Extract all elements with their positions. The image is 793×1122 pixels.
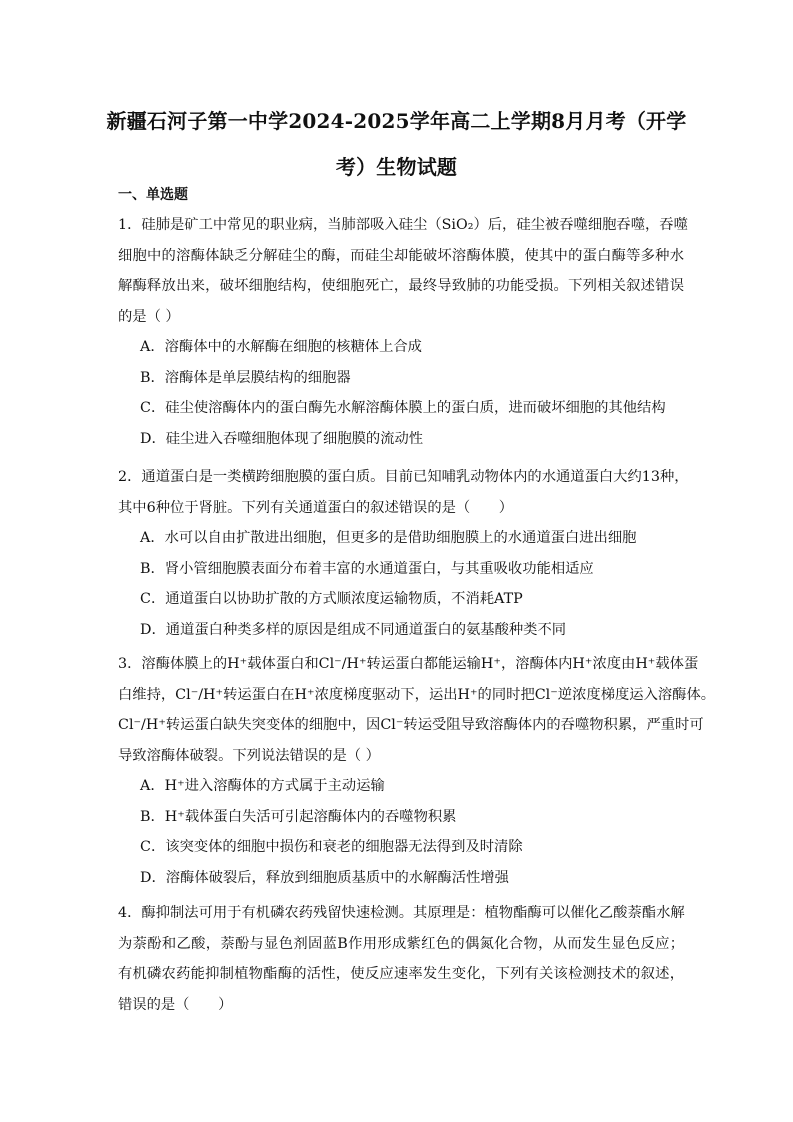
exam-title xyxy=(100,98,693,190)
question-4-line-2: 为萘酚和乙酸，萘酚与显色剂固蓝B作用形成紫红色的偶氮化合物，从而发生显色反应； xyxy=(118,935,684,952)
question-3-option-b: B．H⁺载体蛋白失活可引起溶酶体内的吞噬物积累 xyxy=(140,808,457,825)
question-2 xyxy=(118,462,689,645)
question-2-option-b: B．肾小管细胞膜表面分布着丰富的水通道蛋白，与其重吸收功能相适应 xyxy=(140,560,594,577)
question-3-line-2: 白维持，Cl⁻/H⁺转运蛋白在H⁺浓度梯度驱动下，运出H⁺的同时把Cl⁻逆浓度梯度运入溶酶体。 xyxy=(118,686,716,703)
question-1-option-b: B．溶酶体是单层膜结构的细胞器 xyxy=(140,369,351,386)
question-1-line-1: 1．硅肺是矿工中常见的职业病，当肺部吸入硅尘（SiO₂）后，硅尘被吞噬细胞吞噬，吞噬 xyxy=(118,217,688,233)
question-3 xyxy=(118,649,716,893)
question-3-line-1: 3．溶酶体膜上的H⁺载体蛋白和Cl⁻/H⁺转运蛋白都能运输H⁺，溶酶体内H⁺浓度由H⁺载体蛋 xyxy=(118,656,699,672)
question-3-line-4: 导致溶酶体破裂。下列说法错误的是（ ） xyxy=(118,747,380,764)
title-line-2: 考）生物试题 xyxy=(335,155,458,179)
question-1 xyxy=(118,210,688,454)
question-2-line-1: 2．通道蛋白是一类横跨细胞膜的蛋白质。目前已知哺乳动物体内的水通道蛋白大约13种， xyxy=(118,469,689,485)
question-3-line-3: Cl⁻/H⁺转运蛋白缺失突变体的细胞中，因Cl⁻转运受阻导致溶酶体内的吞噬物积累，严重时可 xyxy=(118,717,704,733)
question-1-line-4: 的是（ ） xyxy=(118,308,180,325)
question-2-option-d: D．通道蛋白种类多样的原因是组成不同通道蛋白的氨基酸种类不同 xyxy=(140,621,567,638)
question-4-line-4: 错误的是（ ） xyxy=(118,996,233,1013)
question-1-option-d: D．硅尘进入吞噬细胞体现了细胞膜的流动性 xyxy=(140,430,424,447)
question-1-option-a: A．溶酶体中的水解酶在细胞的核糖体上合成 xyxy=(140,339,422,355)
question-3-option-c: C．该突变体的细胞中损伤和衰老的细胞器无法得到及时清除 xyxy=(140,839,523,855)
title-line-1: 新疆石河子第一中学2024-2025学年高二上学期8月月考（开学 xyxy=(106,109,687,133)
question-1-option-c: C．硅尘使溶酶体内的蛋白酶先水解溶酶体膜上的蛋白质，进而破坏细胞的其他结构 xyxy=(140,400,666,416)
question-2-option-a: A．水可以自由扩散进出细胞，但更多的是借助细胞膜上的水通道蛋白进出细胞 xyxy=(140,530,637,546)
question-4-line-1: 4．酶抑制法可用于有机磷农药残留快速检测。其原理是：植物酯酶可以催化乙酸萘酯水解 xyxy=(118,905,685,921)
question-1-line-3: 解酶释放出来，破坏细胞结构，使细胞死亡，最终导致肺的功能受损。下列相关叙述错误 xyxy=(118,278,684,294)
question-1-line-2: 细胞中的溶酶体缺乏分解硅尘的酶，而硅尘却能破坏溶酶体膜，使其中的蛋白酶等多种水 xyxy=(118,247,684,264)
question-3-option-a: A．H⁺进入溶酶体的方式属于主动运输 xyxy=(140,778,385,794)
question-4 xyxy=(118,898,684,1020)
question-4-line-3: 有机磷农药能抑制植物酯酶的活性，使反应速率发生变化，下列有关该检测技术的叙述， xyxy=(118,966,684,982)
section-heading: 一、单选题 xyxy=(118,187,188,203)
question-3-option-d: D．溶酶体破裂后，释放到细胞质基质中的水解酶活性增强 xyxy=(140,869,509,886)
question-2-line-2: 其中6种位于肾脏。下列有关通道蛋白的叙述错误的是（ ） xyxy=(118,499,514,516)
question-2-option-c: C．通道蛋白以协助扩散的方式顺浓度运输物质，不消耗ATP xyxy=(140,591,523,607)
